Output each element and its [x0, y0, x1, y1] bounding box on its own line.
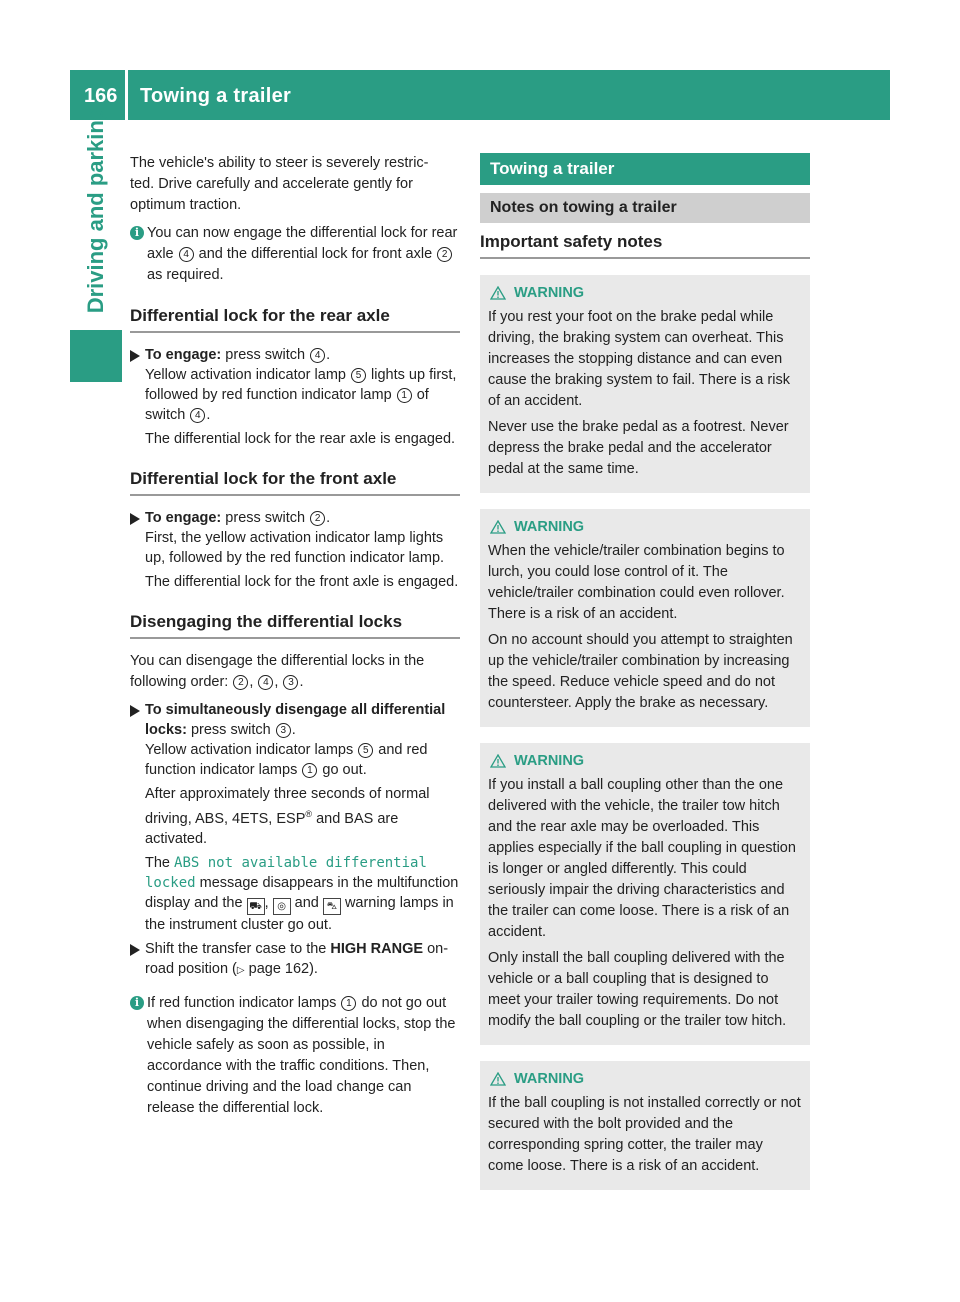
warning-icon	[490, 754, 506, 768]
warning-box-1: WARNING If you rest your foot on the brake pedal while driving, the braking system can overheat. This increases the stopping distance and can even cause the braking system to fail. There is a risk of an accident. Never use the brake pedal as a footrest. Never depress the brake pedal and the accelerator pedal at the same time.	[480, 275, 810, 493]
right-column	[480, 153, 810, 1206]
marker-4: 4	[179, 247, 194, 262]
info-icon: i	[130, 226, 144, 240]
section-heading-towing: Towing a trailer	[480, 153, 810, 185]
warning-box-4: WARNING If the ball coupling is not installed correctly or not secured with the bolt provided and the corresponding spring cotter, the trailer may come loose. There is a risk of an accident.	[480, 1061, 810, 1190]
disengage-abs-text: After approximately three seconds of normal driving, ABS, 4ETS, ESP® and BAS are activated.	[145, 786, 430, 847]
step-front-engage: To engage: press switch 2 . First, the yellow activation indicator lamp lights up, followed by the red function indicator lamp.	[130, 508, 460, 568]
step-shift-transfer: Shift the transfer case to the HIGH RANGE on-road position (▷ page 162).	[130, 939, 460, 981]
abs-lamp-icon: ◎	[273, 898, 291, 915]
warning-icon	[490, 1072, 506, 1086]
heading-safety-notes: Important safety notes	[480, 231, 810, 259]
section-heading-disengage: Disengaging the differential locks	[130, 611, 460, 639]
info-note-2: i If red function indicator lamps 1 do not go out when disengaging the differential locks, stop the vehicle safely as soon as possible, in accordance with the traffic conditions. Then, continue driving and the load change can release the differential lock.	[130, 993, 460, 1119]
step-arrow-icon	[130, 944, 140, 956]
display-message: ABS not available differential locked	[145, 854, 427, 891]
disengage-message-text: The ABS not available differential locked message disappears in the multifunction display and the ⛟ , ◎ and ⛍ warning lamps in the instrument cluster go out.	[145, 854, 459, 933]
esp-lamp-icon: ⛍	[323, 898, 341, 915]
chapter-marker-block	[70, 330, 122, 382]
front-result-text: The differential lock for the front axle is engaged.	[145, 574, 459, 590]
warning-icon	[490, 520, 506, 534]
intro-paragraph: The vehicle's ability to steer is severely restric- ted. Drive carefully and accelerate gently for optimum traction.	[130, 155, 429, 213]
header-divider	[125, 70, 128, 120]
offroad-lamp-icon: ⛟	[247, 898, 265, 915]
page-number: 166	[84, 85, 118, 107]
warning-box-3: WARNING If you install a ball coupling other than the one delivered with the vehicle, the trailer tow hitch and the rear axle may be overloaded. This applies especially if the ball coupling in question is longer or angled differently. This could seriously impair the driving characteristics and the trailer can come loose. There is a risk of an accident. Only install the ball coupling delivered with the vehicle or a ball coupling that is designed to meet your trailer towing requirements. Do not modify the ball coupling or the trailer tow hitch.	[480, 743, 810, 1045]
step-arrow-icon	[130, 513, 140, 525]
disengage-intro: You can disengage the differential locks in the following order: 2 , 4 , 3 .	[130, 653, 425, 690]
subsection-heading-notes: Notes on towing a trailer	[480, 193, 810, 223]
info-icon: i	[130, 996, 144, 1010]
section-heading-rear-axle: Differential lock for the rear axle	[130, 305, 460, 333]
step-arrow-icon	[130, 350, 140, 362]
warning-box-2: WARNING When the vehicle/trailer combination begins to lurch, you could lose control of it. The vehicle/trailer combination could even rollover. There is a risk of an accident. On no account should you attempt to straighten up the vehicle/trailer combination by increasing the speed. Reduce vehicle speed and do not countersteer. Apply the brake as necessary.	[480, 509, 810, 727]
step-disengage: To simultaneously disengage all differential locks: press switch 3 . Yellow activation indicator lamps 5 and red function indicator lamps 1 go out.	[130, 700, 460, 780]
chapter-sidebar-label: Driving and parking	[83, 106, 108, 314]
info-note: i You can now engage the differential lock for rear axle 4 and the differential lock for front axle 2 as required.	[130, 223, 460, 286]
left-column	[130, 153, 460, 1126]
step-rear-engage: To engage: press switch 4 . Yellow activation indicator lamp 5 lights up first, followed by red function indicator lamp 1 of switch 4 .	[130, 345, 460, 425]
page-ref-arrow-icon: ▷	[236, 964, 245, 976]
step-arrow-icon	[130, 705, 140, 717]
rear-result-text: The differential lock for the rear axle is engaged.	[145, 431, 456, 447]
section-heading-front-axle: Differential lock for the front axle	[130, 468, 460, 496]
page-title: Towing a trailer	[140, 85, 292, 107]
warning-icon	[490, 286, 506, 300]
marker-2: 2	[437, 247, 452, 262]
